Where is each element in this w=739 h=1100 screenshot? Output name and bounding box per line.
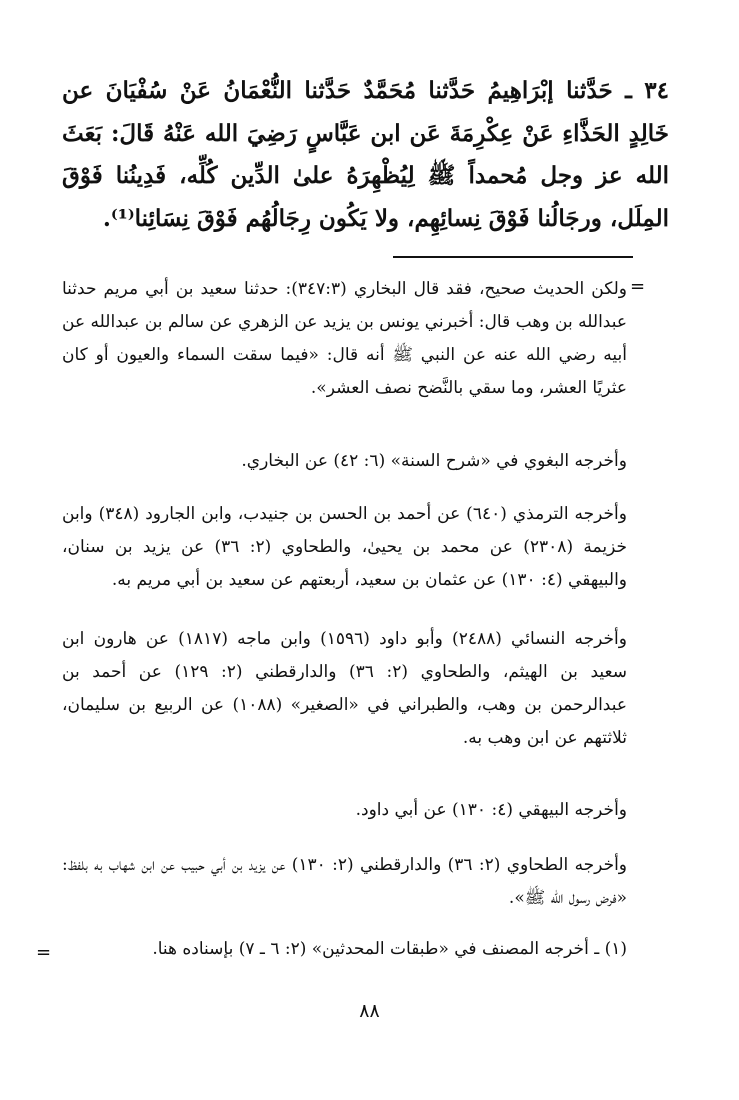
footnote-paragraph: وأخرجه البيهقي (٤: ١٣٠) عن أبي داود. <box>355 800 627 820</box>
footnote-paragraph: ولكن الحديث صحيح، فقد قال البخاري (٣٤٧:٣): حدثنا سعيد بن أبي مريم حدثنا عبدالله بن وهب قال: أخبرني يونس بن يزيد عن الزهري عن سالم بن عبدالله عن أبيه رضي الله عنه عن النبي ﷺ أنه قال: «فيما سقت السماء والعيون أو كان عثريًا العشر، وما سقي بالنَّضح نصف العشر». <box>62 279 627 398</box>
page-number: ٨٨ <box>359 1000 380 1022</box>
footnote-1: (١) ـ أخرجه المصنف في «طبقات المحدثين» (٢: ٦ ـ ٧) بإسناده هنا. <box>152 939 627 959</box>
continuation-mark-top: = <box>630 276 646 297</box>
continuation-mark-bottom: = <box>36 942 52 963</box>
footnote-separator <box>393 256 633 258</box>
footnote-paragraph: وأخرجه النسائي (٢٤٨٨) وأبو داود (١٥٩٦) وابن ماجه (١٨١٧) عن هارون ابن سعيد بن الهيثم، والطحاوي (٢: ٣٦) والدارقطني (٢: ١٢٩) عن أحمد بن عبدالرحمن بن وهب، والطبراني في «الصغير» (١٠٨٨) عن الربيع بن سليمان، ثلاثتهم عن ابن وهب به. <box>62 629 628 748</box>
footnote-paragraph: وأخرجه الترمذي (٦٤٠) عن أحمد بن الحسن بن جنيدب، وابن الجارود (٣٤٨) وابن خزيمة (٢٣٠٨) عن محمد بن يحيىٰ، والطحاوي (٢: ٣٦) عن يزيد بن سنان، والبيهقي (٤: ١٣٠) عن عثمان بن سعيد، أربعتهم عن سعيد بن أبي مريم به. <box>62 504 627 590</box>
hadith-text: ٣٤ ـ حَدَّثنا إبْرَاهِيمُ حَدَّثنا مُحَمَّدٌ حَدَّثنا النُّعْمَانُ عَنْ سُفْيَانَ عن خَالِدٍ الحَذَّاءِ عَنْ عِكْرِمَةَ عَن ابن عَبَّاسٍ رَضِيَ الله عَنْهُ قَالَ: بَعَثَ الله عز وجل مُحمداً ﷺ لِيُظْهِرَهُ علىٰ الدِّين كُلِّه، فَدِينُنا فَوْقَ المِلَل، ورجَالُنا فَوْقَ نِسائِهِم، ولا يَكُون رِجَالُهُم فَوْقَ نِسَائِنا⁽¹⁾. <box>62 77 669 232</box>
footnote-paragraph: وأخرجه البغوي في «شرح السنة» (٦: ٤٢) عن البخاري. <box>241 451 627 471</box>
footnote-paragraph: وأخرجه الطحاوي (٢: ٣٦) والدارقطني (٢: ١٣٠) عن يزيد بن أبي حبيب عن ابن شهاب به بلفظ: «فرض رسول الله ﷺ». <box>62 855 628 908</box>
